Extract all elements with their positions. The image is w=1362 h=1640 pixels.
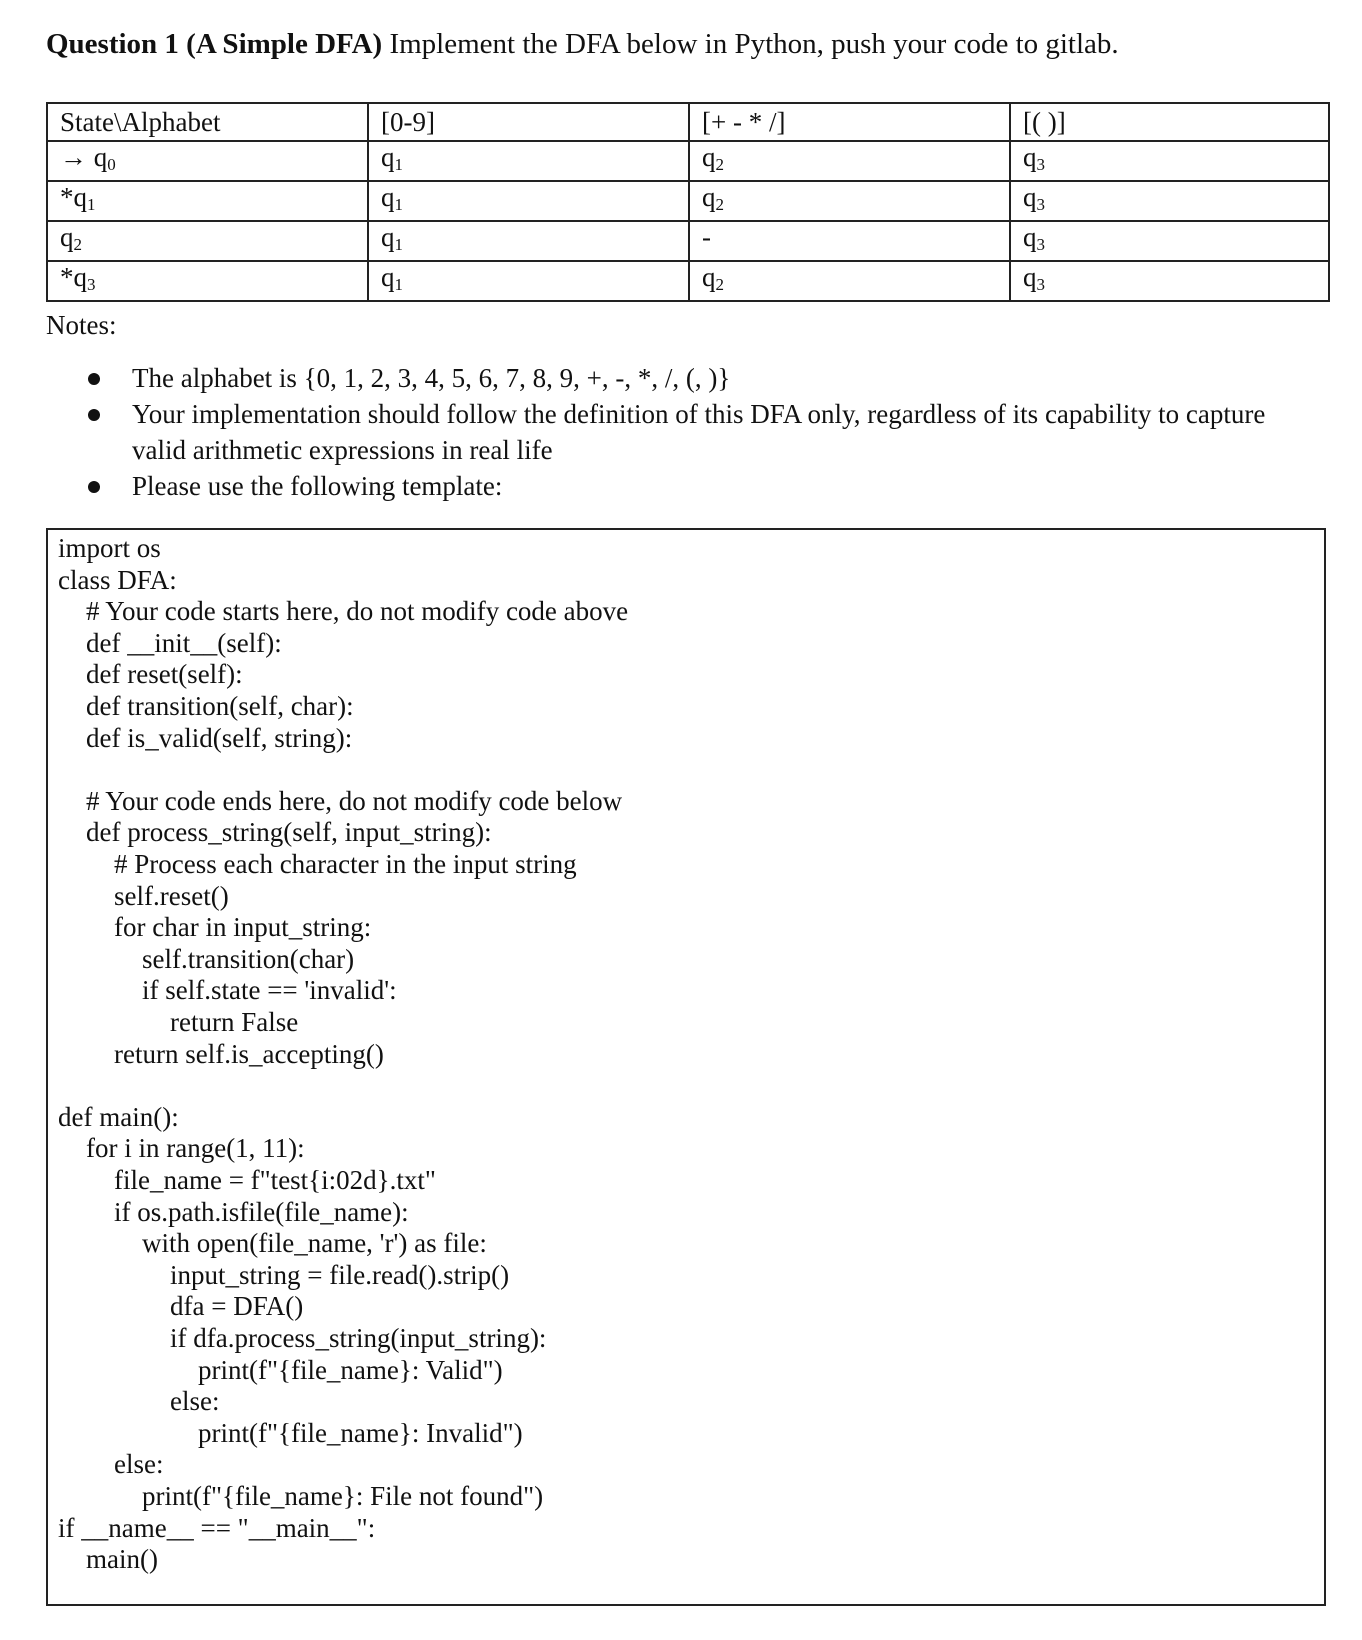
code-line: return self.is_accepting()	[114, 1038, 384, 1069]
transition-cell: $q_1$	[368, 181, 689, 221]
transition-cell: $q_1$	[368, 141, 689, 181]
question-heading	[46, 28, 1119, 61]
code-line: class DFA:	[58, 564, 177, 595]
code-line: print(f"{file_name}: Invalid")	[198, 1417, 523, 1448]
bullet-icon	[88, 373, 100, 385]
state-cell: $q_2$	[47, 221, 368, 261]
code-line: for i in range(1, 11):	[86, 1133, 305, 1164]
header-parens: [( )]	[1010, 103, 1329, 141]
code-line: print(f"{file_name}: Valid")	[198, 1354, 503, 1385]
note-item: The alphabet is {0, 1, 2, 3, 4, 5, 6, 7, 8, 9, +, -, *, /, (, )}	[88, 360, 1318, 396]
transition-cell: $q_1$	[368, 221, 689, 261]
code-line: # Process each character in the input string	[114, 849, 577, 879]
code-line: def process_string(self, input_string):	[86, 817, 492, 848]
header-state-alphabet: State\Alphabet	[47, 103, 368, 141]
header-digits: [0-9]	[368, 103, 689, 141]
code-line: for char in input_string:	[114, 912, 372, 943]
code-line: input_string = file.read().strip()	[170, 1259, 510, 1290]
bullet-icon	[88, 409, 100, 421]
table-header-row	[47, 103, 1329, 141]
code-line: def transition(self, char):	[86, 691, 354, 721]
header-operators: [+ - * /]	[689, 103, 1010, 141]
code-line: if dfa.process_string(input_string):	[170, 1323, 547, 1353]
transition-cell: $q_3$	[1010, 221, 1329, 261]
transition-cell: -	[689, 221, 1010, 261]
code-line: def is_valid(self, string):	[86, 722, 353, 753]
table-row-q0	[47, 141, 1329, 181]
code-template-box	[46, 528, 1326, 1606]
table-row-q2	[47, 221, 1329, 261]
transition-cell: $q_2$	[689, 141, 1010, 181]
dfa-transition-table	[46, 102, 1330, 302]
notes-list	[88, 360, 1318, 504]
question-label: Question 1 (A Simple DFA)	[46, 28, 383, 60]
code-line: self.reset()	[114, 880, 229, 911]
code-line: def main():	[58, 1101, 179, 1132]
transition-cell: $q_2$	[689, 261, 1010, 301]
code-line: import os	[58, 533, 161, 563]
question-text: Implement the DFA below in Python, push your code to gitlab.	[382, 28, 1119, 60]
code-line: # Your code ends here, do not modify code below	[86, 785, 623, 816]
code-line: def reset(self):	[86, 659, 243, 690]
code-line: return False	[170, 1007, 299, 1037]
state-cell: $*q_3$	[47, 261, 368, 301]
table-row-q1	[47, 181, 1329, 221]
state-cell: $*q_1$	[47, 181, 368, 221]
transition-cell: $q_1$	[368, 261, 689, 301]
code-line: dfa = DFA()	[170, 1291, 304, 1322]
transition-cell: $q_3$	[1010, 181, 1329, 221]
code-line: def __init__(self):	[86, 627, 282, 658]
code-line: with open(file_name, 'r') as file:	[142, 1228, 487, 1259]
table-row-q3	[47, 261, 1329, 301]
code-line: print(f"{file_name}: File not found")	[142, 1481, 544, 1511]
transition-cell: $q_2$	[689, 181, 1010, 221]
code-line: if __name__ == "__main__":	[58, 1512, 376, 1543]
transition-cell: $q_3$	[1010, 141, 1329, 181]
code-line: if os.path.isfile(file_name):	[114, 1196, 409, 1227]
code-line: if self.state == 'invalid':	[142, 975, 397, 1006]
code-line: self.transition(char)	[142, 943, 355, 974]
notes-label: Notes:	[46, 310, 117, 340]
code-line: else:	[170, 1386, 220, 1417]
code-line: # Your code starts here, do not modify code above	[86, 596, 629, 627]
bullet-icon	[88, 481, 100, 493]
code-line: main()	[86, 1544, 158, 1575]
transition-cell: $q_3$	[1010, 261, 1329, 301]
state-cell: → $q_0$	[47, 141, 368, 181]
code-line: file_name = f"test{i:02d}.txt"	[114, 1165, 436, 1195]
code-line: else:	[114, 1449, 164, 1480]
note-item: Please use the following template:	[88, 468, 1318, 504]
note-item: Your implementation should follow the definition of this DFA only, regardless of its capability to capture valid arithmetic expressions in real life	[88, 396, 1318, 468]
